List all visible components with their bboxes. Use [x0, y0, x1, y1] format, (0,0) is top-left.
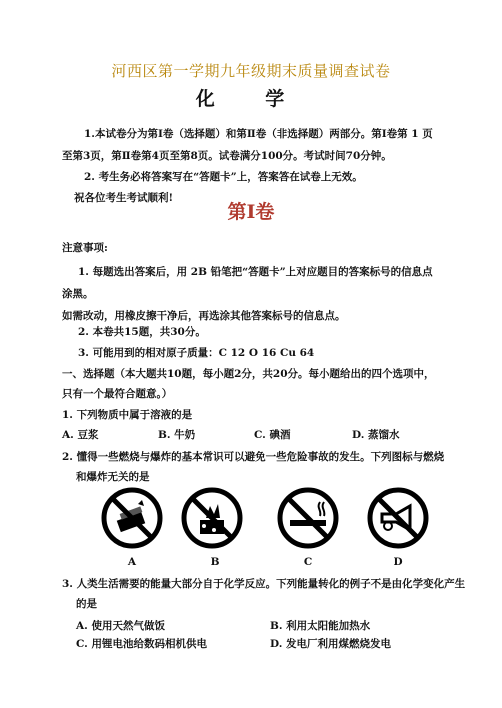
q2-label-a: A [127, 556, 137, 568]
subject-title: 化 学 [195, 88, 307, 110]
intro-line-4: 祝各位考生考试顺利! [74, 192, 174, 204]
q1-option-d: D. 蒸馏水 [352, 429, 400, 441]
q2-stem-1: 2. 懂得一些燃烧与爆炸的基本常识可以避免一些危险事故的发生。下列图标与燃烧 [62, 451, 445, 463]
no-flammables-sign-icon [180, 486, 244, 550]
q3-option-d: D. 发电厂利用煤燃烧发电 [270, 638, 392, 650]
exam-title: 河西区第一学期九年级期末质量调查试卷 [111, 62, 391, 80]
q1-option-b: B. 牛奶 [158, 429, 196, 441]
intro-line-2: 至第3页，第Ⅱ卷第4页至第8页。试卷满分100分。考试时间70分钟。 [62, 150, 392, 162]
note-1a: 1. 每题选出答案后，用 2B 铅笔把“答题卡”上对应题目的答案标号的信息点 [78, 266, 433, 278]
q2-label-c: C [303, 556, 313, 568]
intro-line-1: 1.本试卷分为第Ⅰ卷（选择题）和第Ⅱ卷（非选择题）两部分。第Ⅰ卷第 1 页 [84, 128, 433, 140]
no-smoking-sign-icon [276, 486, 340, 550]
volume-title: 第Ⅰ卷 [227, 201, 275, 223]
q1-option-c: C. 碘酒 [254, 429, 291, 441]
note-1b: 涂黑。 [62, 288, 94, 300]
intro-line-3: 2. 考生务必将答案写在“答题卡”上，答案答在试卷上无效。 [84, 171, 363, 183]
q3-option-c: C. 用锂电池给数码相机供电 [76, 638, 207, 650]
notes-heading: 注意事项: [62, 242, 108, 254]
q3-option-b: B. 利用太阳能加热水 [270, 620, 371, 632]
q2-stem-2: 和爆炸无关的是 [76, 471, 150, 483]
note-2: 2. 本卷共15题，共30分。 [78, 326, 206, 338]
q1-option-a: A. 豆浆 [62, 429, 99, 441]
q2-label-b: B [210, 556, 220, 568]
q3-stem-1: 3. 人类生活需要的能量大部分自于化学反应。下列能量转化的例子不是由化学变化产生 [62, 578, 466, 590]
note-1c: 如需改动，用橡皮擦干净后，再选涂其他答案标号的信息点。 [62, 310, 346, 322]
q3-option-a: A. 使用天然气做饭 [76, 620, 165, 632]
no-flame-sign-icon [100, 486, 164, 550]
section1-line-1: 一、选择题（本大题共10题，每小题2分，共20分。每小题给出的四个选项中， [62, 368, 435, 380]
no-horn-sign-icon [366, 486, 430, 550]
section1-line-2: 只有一个最符合题意。） [62, 388, 173, 400]
note-3: 3. 可能用到的相对原子质量：C 12 O 16 Cu 64 [78, 347, 315, 359]
q1-stem: 1. 下列物质中属于溶液的是 [62, 409, 193, 421]
q3-stem-2: 的是 [76, 598, 97, 610]
q2-label-d: D [393, 556, 403, 568]
